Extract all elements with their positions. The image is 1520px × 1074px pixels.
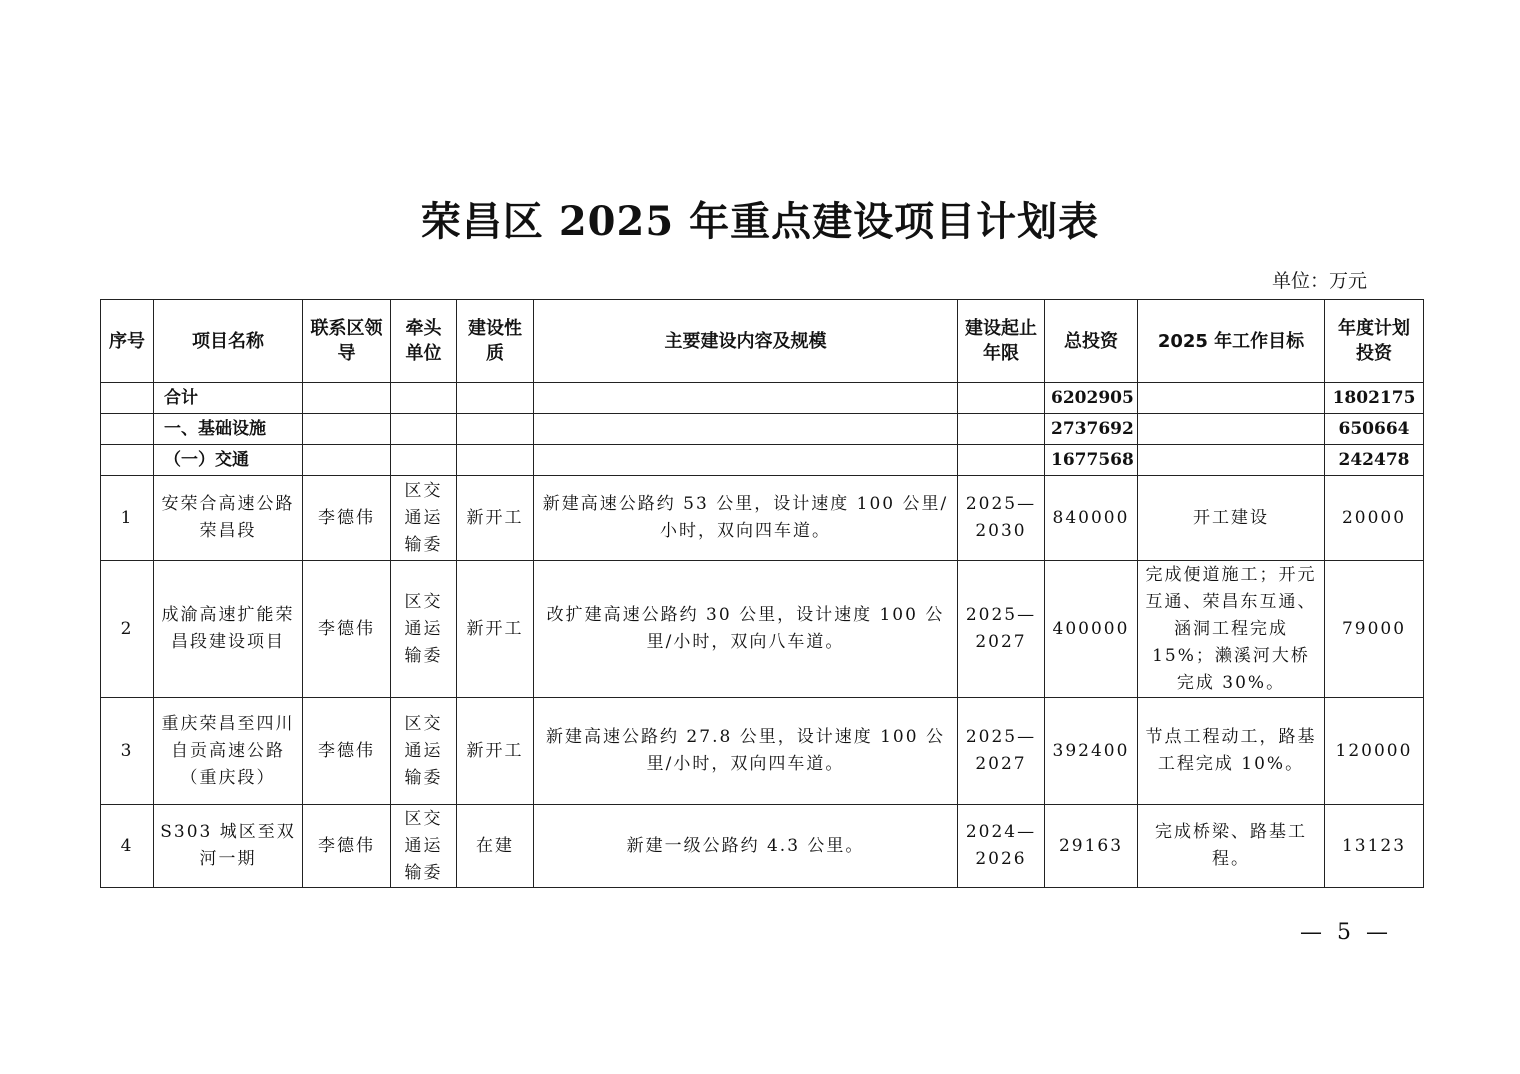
cell-period: 2024—2026 [958,805,1045,888]
summary-annual: 1802175 [1325,383,1424,414]
header-no: 序号 [101,300,154,383]
header-goal: 2025 年工作目标 [1138,300,1325,383]
cell-annual: 20000 [1325,476,1424,561]
cell-name: 重庆荣昌至四川自贡高速公路（重庆段） [154,698,303,805]
cell-name: 成渝高速扩能荣昌段建设项目 [154,561,303,698]
cell-no: 3 [101,698,154,805]
table-row [101,805,1424,888]
cell-content: 新建高速公路约 53 公里，设计速度 100 公里/小时，双向四车道。 [534,476,958,561]
cell-nature: 新开工 [457,476,534,561]
cell-goal: 开工建设 [1138,476,1325,561]
cell-content: 新建高速公路约 27.8 公里，设计速度 100 公里/小时，双向四车道。 [534,698,958,805]
summary-annual: 242478 [1325,445,1424,476]
cell-no: 1 [101,476,154,561]
cell-period: 2025—2027 [958,698,1045,805]
header-leader: 联系区领导 [303,300,391,383]
cell-goal: 完成便道施工；开元互通、荣昌东互通、涵洞工程完成 15%；濑溪河大桥完成 30%。 [1138,561,1325,698]
cell-total: 400000 [1045,561,1138,698]
summary-total: 2737692 [1045,414,1138,445]
header-total: 总投资 [1045,300,1138,383]
cell-annual: 79000 [1325,561,1424,698]
document-title: 荣昌区 2025 年重点建设项目计划表 [420,198,1100,245]
cell-total: 840000 [1045,476,1138,561]
summary-row-transport [101,445,1424,476]
cell-no: 2 [101,561,154,698]
cell-leader: 李德伟 [303,698,391,805]
summary-annual: 650664 [1325,414,1424,445]
header-annual: 年度计划投资 [1325,300,1424,383]
header-period: 建设起止年限 [958,300,1045,383]
cell-leader: 李德伟 [303,561,391,698]
cell-period: 2025—2027 [958,561,1045,698]
cell-nature: 新开工 [457,561,534,698]
cell-nature: 在建 [457,805,534,888]
cell-annual: 13123 [1325,805,1424,888]
cell-total: 29163 [1045,805,1138,888]
cell-unit: 区交通运输委 [391,561,457,698]
cell-unit: 区交通运输委 [391,805,457,888]
cell-total: 392400 [1045,698,1138,805]
summary-label: 一、基础设施 [154,414,303,445]
table-header-row [101,300,1424,383]
cell-nature: 新开工 [457,698,534,805]
cell-period: 2025—2030 [958,476,1045,561]
cell-name: 安荣合高速公路荣昌段 [154,476,303,561]
page-number: — 5 — [1300,920,1392,945]
summary-row-infrastructure [101,414,1424,445]
summary-total: 6202905 [1045,383,1138,414]
cell-content: 新建一级公路约 4.3 公里。 [534,805,958,888]
cell-goal: 节点工程动工，路基工程完成 10%。 [1138,698,1325,805]
summary-label: （一）交通 [154,445,303,476]
cell-leader: 李德伟 [303,476,391,561]
header-nature: 建设性质 [457,300,534,383]
cell-annual: 120000 [1325,698,1424,805]
cell-goal: 完成桥梁、路基工程。 [1138,805,1325,888]
summary-total: 1677568 [1045,445,1138,476]
cell-content: 改扩建高速公路约 30 公里，设计速度 100 公里/小时，双向八车道。 [534,561,958,698]
summary-row-total [101,383,1424,414]
cell-name: S303 城区至双河一期 [154,805,303,888]
unit-label: 单位：万元 [1272,270,1368,292]
table-row [101,561,1424,698]
cell-leader: 李德伟 [303,805,391,888]
project-plan-table [100,299,1424,888]
header-unit: 牵头单位 [391,300,457,383]
cell-no: 4 [101,805,154,888]
table-row [101,476,1424,561]
header-content: 主要建设内容及规模 [534,300,958,383]
cell-unit: 区交通运输委 [391,698,457,805]
table-row [101,698,1424,805]
header-name: 项目名称 [154,300,303,383]
cell-unit: 区交通运输委 [391,476,457,561]
summary-label: 合计 [154,383,303,414]
